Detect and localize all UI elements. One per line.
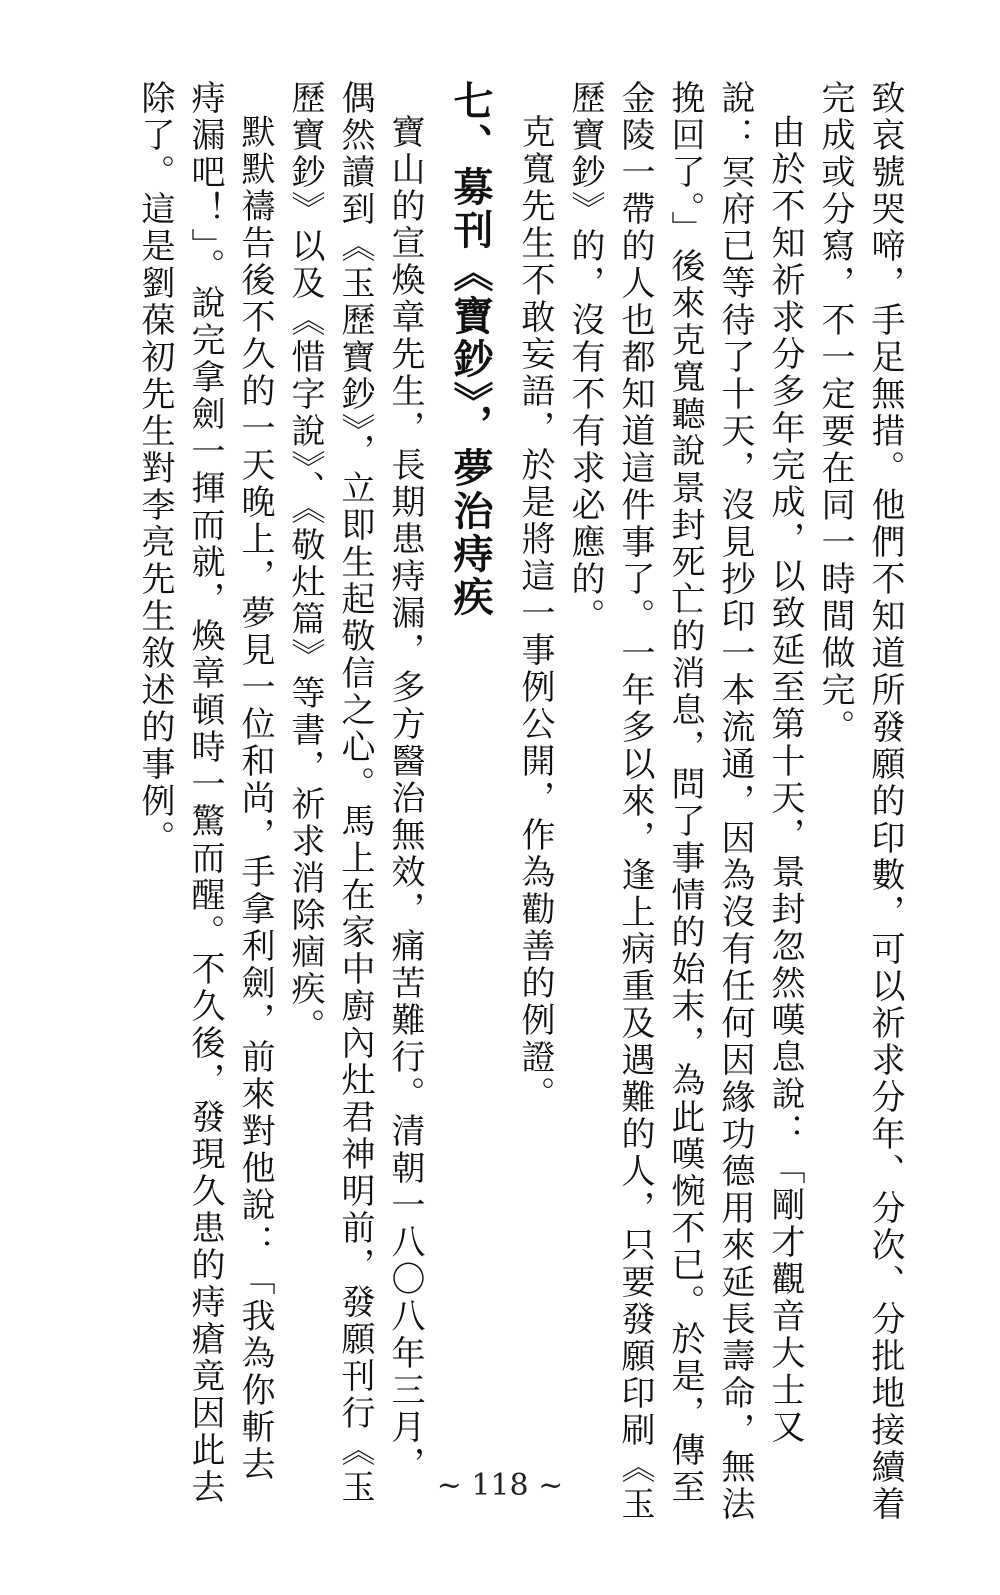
page-number: ~ 118 ~ xyxy=(436,1468,564,1503)
text-column: 金陵一帶的人也都知道這件事了。一年多以來，逢上病重及遇難的人，只要發願印刷《玉 xyxy=(615,80,655,1523)
text-column: 致哀號哭啼，手足無措。他們不知道所發願的印數，可以祈求分年、分次、分批地接續着 xyxy=(865,80,905,1523)
text-column: 偶然讀到《玉歷寶鈔》，立即生起敬信之心。馬上在家中廚內灶君神明前，發願刊行《玉 xyxy=(335,80,375,1506)
text-column: 說：冥府已等待了十天，沒見抄印一本流通，因為沒有任何因緣功德用來延長壽命，無法 xyxy=(715,80,755,1523)
section-heading: 七、募刊《寶鈔》，夢治痔疾 xyxy=(447,80,494,619)
text-column: 歷寶鈔》的，沒有不有求必應的。 xyxy=(565,80,605,635)
paragraph-start-column: 由於不知祈求分多年完成，以致延至第十天，景封忽然嘆息說：「剛才觀音大士又 xyxy=(765,114,805,1446)
paragraph-start-column: 克寬先生不敢妄語，於是將這一事例公開，作為勸善的例證。 xyxy=(515,114,555,1113)
paragraph-start-column: 寶山的宣煥章先生，長期患痔漏，多方醫治無效，痛苦難行。清朝一八〇八年三月， xyxy=(385,114,425,1483)
paragraph-start-column: 默默禱告後不久的一天晚上，夢見一位和尚，手拿利劍，前來對他說：「我為你斬去 xyxy=(235,114,275,1483)
text-column: 挽回了。」後來克寬聽說景封死亡的消息，問了事情的始末，為此嘆惋不已。於是，傳至 xyxy=(665,80,705,1506)
text-column: 歷寶鈔》以及《惜字說》、《敬灶篇》等書，祈求消除痼疾。 xyxy=(285,80,325,1045)
text-column: 除了。這是劉葆初先生對李亮先生敘述的事例。 xyxy=(135,80,175,857)
text-column: 痔漏吧！」。說完拿劍一揮而就，煥章頓時一驚而醒。不久後，發現久患的痔瘡竟因此去 xyxy=(185,80,225,1506)
text-column: 完成或分寫，不一定要在同一時間做完。 xyxy=(815,80,855,746)
